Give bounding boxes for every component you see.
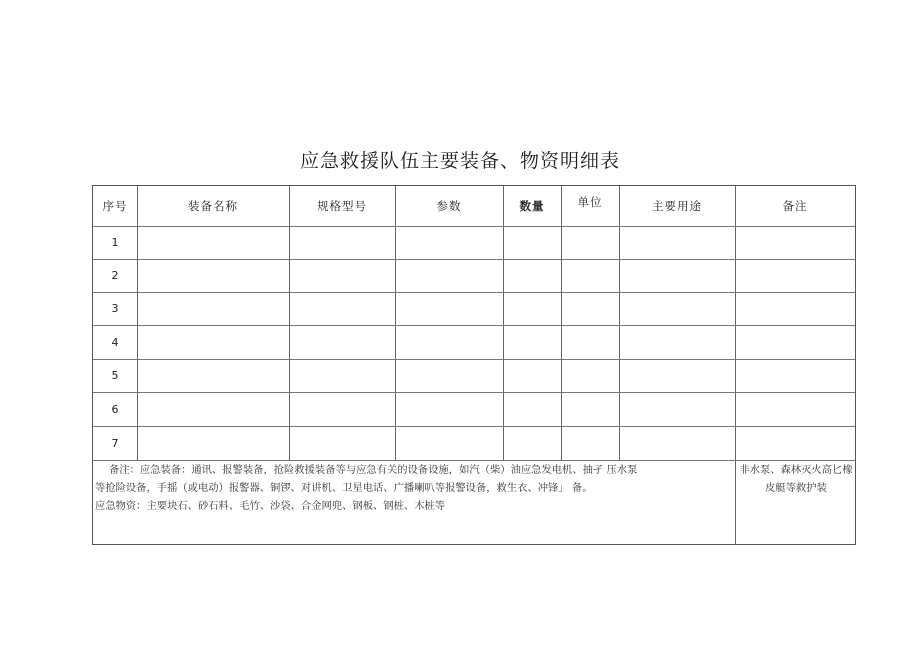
- row-number: 3: [111, 302, 119, 315]
- header-index: 序号: [102, 199, 128, 213]
- row-number: 1: [111, 236, 119, 249]
- notes-text: [95, 461, 733, 515]
- row-number: 4: [111, 335, 119, 349]
- header-parameters: 参数: [436, 199, 462, 213]
- row-number: 6: [111, 402, 119, 416]
- page-title: 应急救援队伍主要装备、物资明细表: [299, 150, 620, 172]
- row-number: 5: [111, 369, 119, 382]
- note-line-1: 备注：应急装备：通讯、报警装备，抢险救援装备等与应急有关的设备设施，如汽（柴）油应急发电机、抽孑 压水泵: [109, 464, 638, 476]
- header-quantity: 数量: [519, 199, 545, 213]
- header-main-use: 主要用途: [652, 199, 702, 213]
- header-unit: 单位: [577, 195, 603, 209]
- row-number: 7: [111, 436, 119, 450]
- header-remarks: 备注: [782, 199, 808, 213]
- note-side-text: 非水泵、森林灭火高匕橡皮艇等救护装: [739, 464, 853, 494]
- note-line-2: 等抢险设备，手摇（或电动）报警器、铜锣、对讲机、卫星电话、广播喇叭等报警设备，救生衣、冲锋」 备。: [95, 482, 593, 494]
- equipment-table: [92, 185, 856, 545]
- row-number: 2: [111, 269, 119, 282]
- header-equipment-name: 装备名称: [188, 199, 238, 213]
- header-model: 规格型号: [317, 199, 367, 213]
- note-line-3: 应急物资：主要块石、砂石料、毛竹、沙袋、合金网兜、钢板、钢桩、木桩等: [95, 500, 446, 512]
